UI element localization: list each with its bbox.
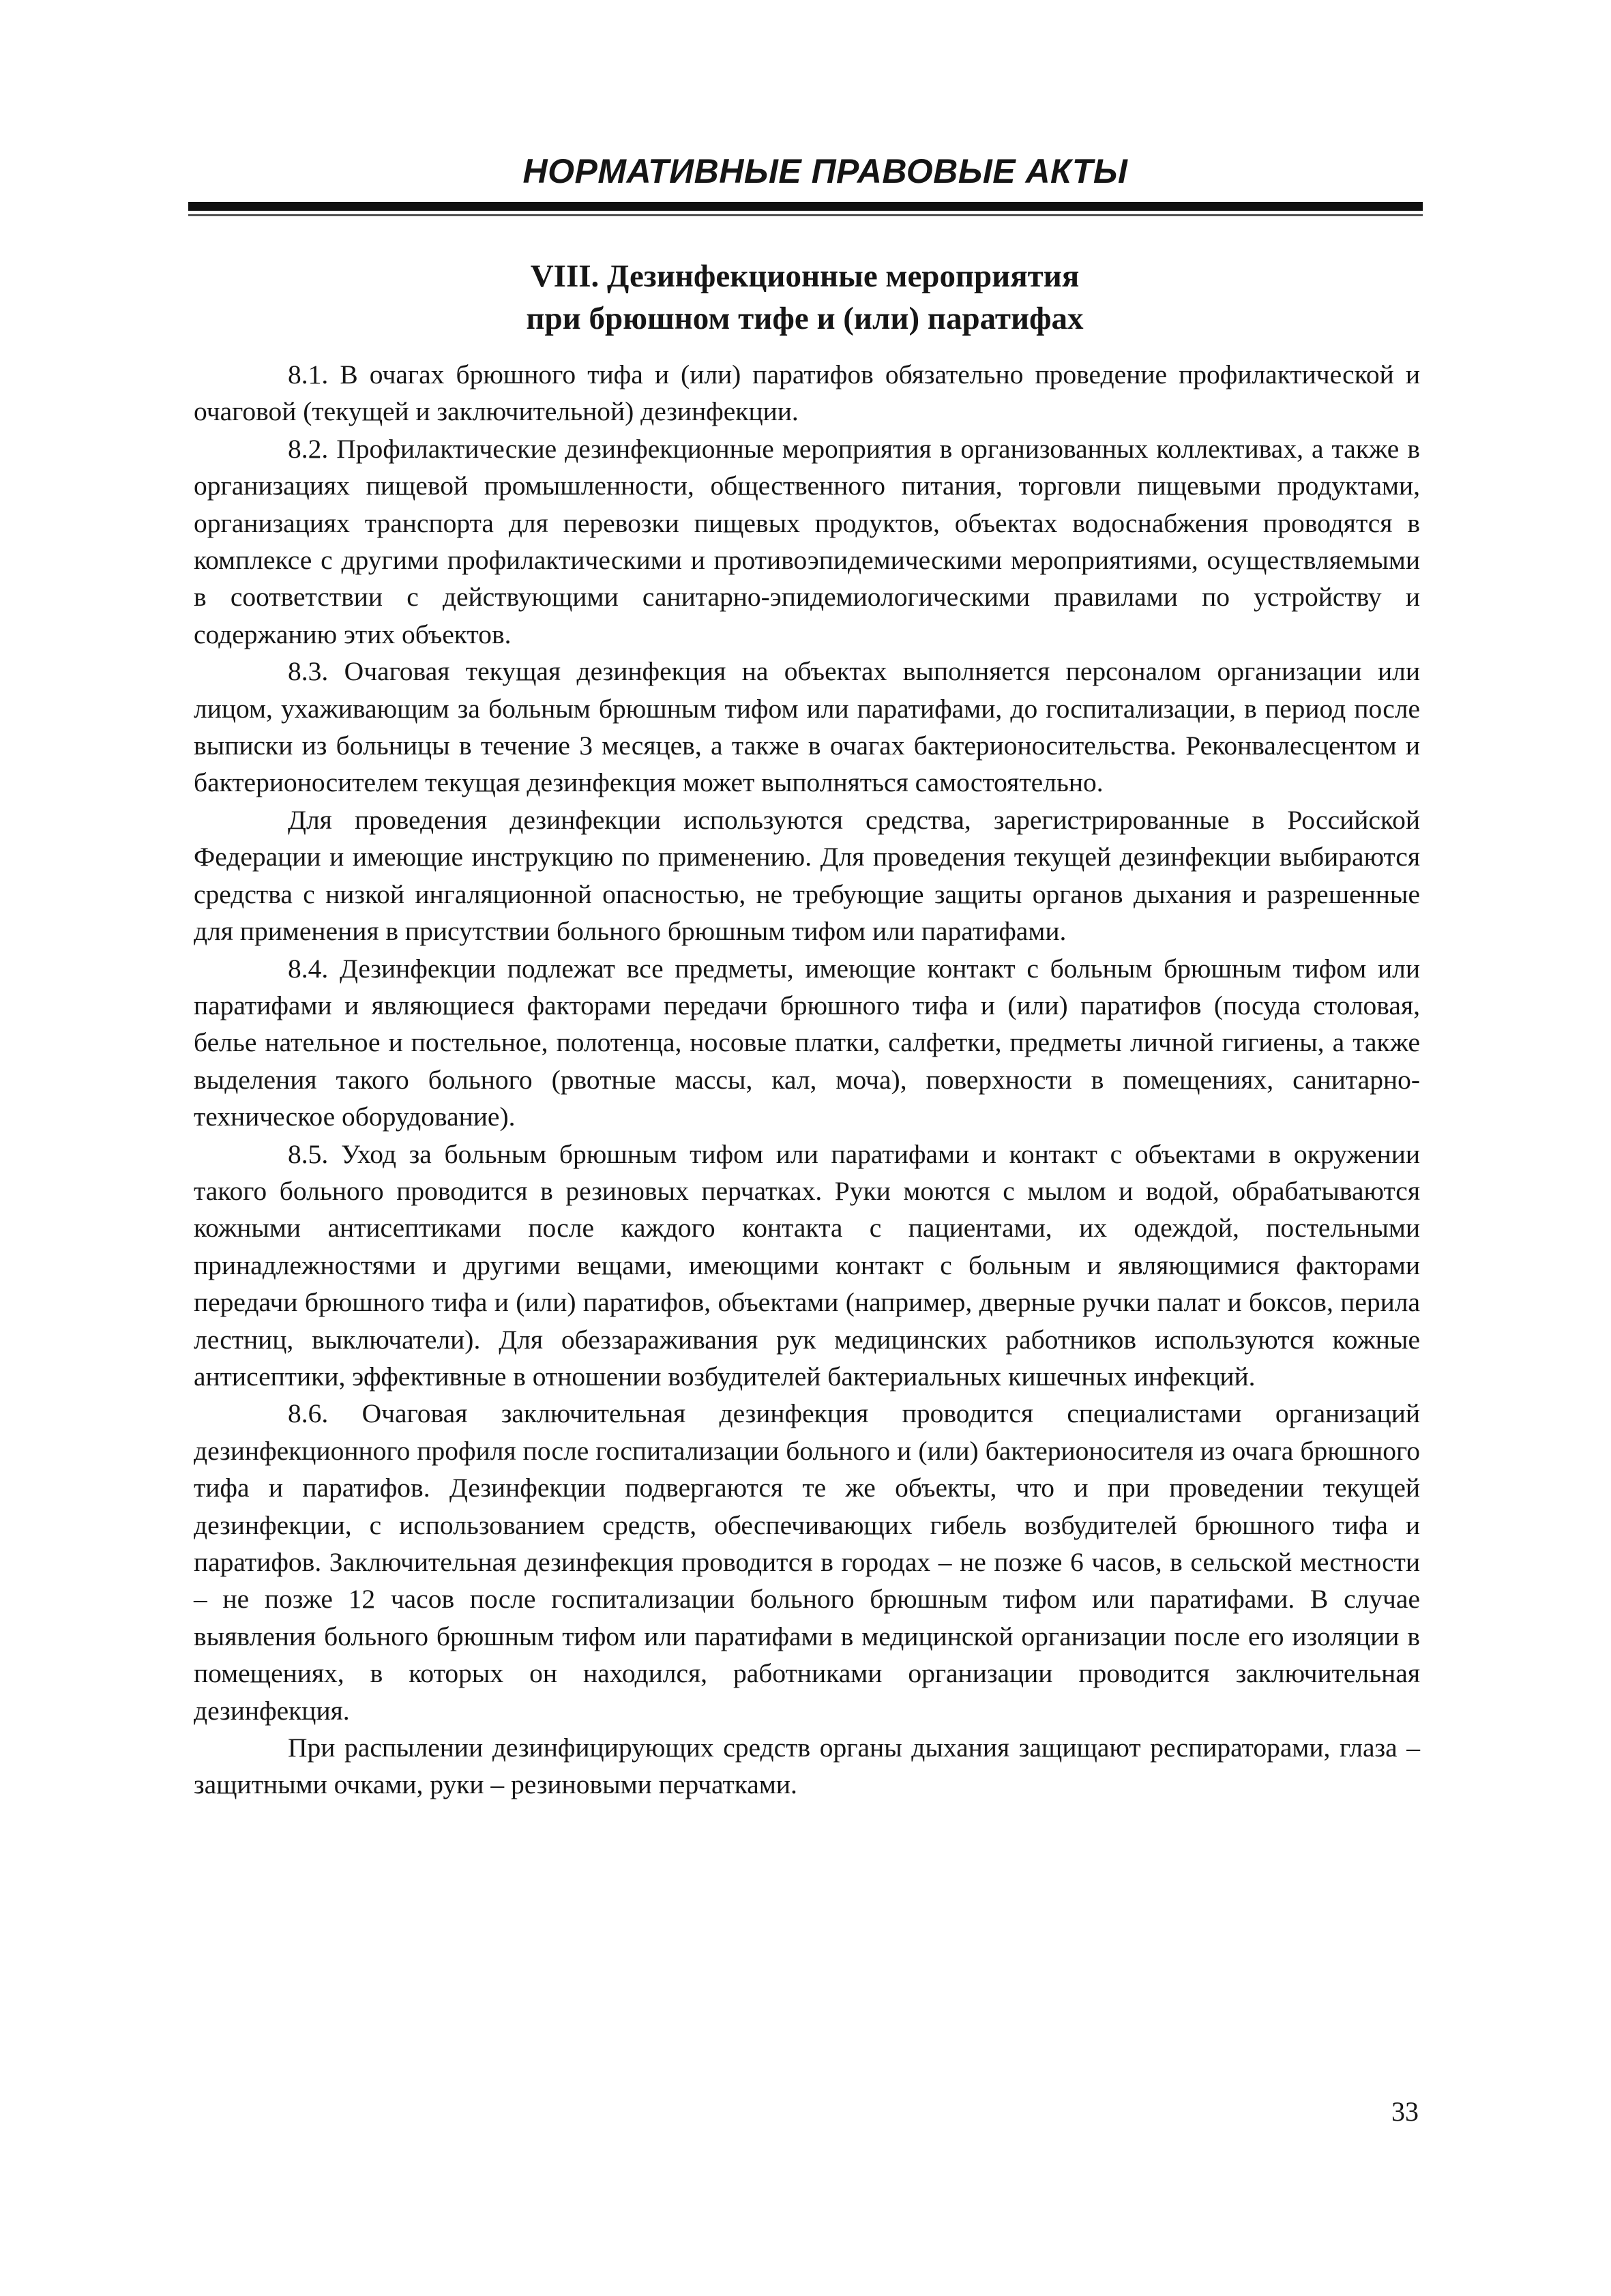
paragraph-8-6: 8.6. Очаговая заключительная дезинфекция проводится специалистами организаций дезинфекционного профиля после госпитализации больного и (или) бактерионосителя из очага брюшного тифа и паратифов. Дезинфекции подвергаются те же объекты, что и при проведении текущей дезинфекции, с использованием средств, обеспечивающих гибель возбудителей брюшного тифа и паратифов. Заключительная дезинфекция проводится в городах – не позже 6 часов, в сельской местности – не позже 12 часов после госпитализации больного брюшным тифом или паратифами. В случае выявления больного брюшным тифом или паратифами в медицинской организации после его изоляции в помещениях, в которых он находился, работниками организации проводится заключительная дезинфекция. xyxy=(194,1398,1420,1726)
paragraph-disinfection-means: Для проведения дезинфекции используются средства, зарегистрированные в Российской Федерации и имеющие инструкцию по применению. Для проведения текущей дезинфекции выбираются средства с низкой ингаляционной опасностью, не требующие защиты органов дыхания и разрешенные для применения в присутствии больного брюшным тифом или паратифами. xyxy=(194,804,1420,947)
paragraph-8-4: 8.4. Дезинфекции подлежат все предметы, имеющие контакт с больным брюшным тифом или паратифами и являющиеся факторами передачи брюшного тифа и (или) паратифов (посуда столовая, белье нательное и постельное, полотенца, носовые платки, салфетки, предметы личной гигиены, а также выделения такого больного (рвотные массы, кал, моча), поверхности в помещениях, санитарно-техническое оборудование). xyxy=(194,953,1420,1132)
paragraph-8-1: 8.1. В очагах брюшного тифа и (или) паратифов обязательно проведение профилактической и очаговой (текущей и заключительной) дезинфекции. xyxy=(194,359,1420,427)
paragraph-8-5: 8.5. Уход за больным брюшным тифом или паратифами и контакт с объектами в окружении такого больного проводится в резиновых перчатках. Руки моются с мылом и водой, обрабатываются кожными антисептиками после каждого контакта с пациентами, их одеждой, постельными принадлежностями и другими вещами, имеющими контакт с больным и являющимися факторами передачи брюшного тифа и (или) паратифов, объектами (например, дверные ручки палат и боксов, перила лестниц, выключатели). Для обеззараживания рук медицинских работников используются кожные антисептики, эффективные в отношении возбудителей бактериальных кишечных инфекций. xyxy=(194,1138,1420,1392)
running-header: НОРМАТИВНЫЕ ПРАВОВЫЕ АКТЫ xyxy=(522,152,1128,190)
section-title xyxy=(314,255,1296,340)
paragraph-8-3: 8.3. Очаговая текущая дезинфекция на объектах выполняется персоналом организации или лицом, ухаживающим за больным брюшным тифом или паратифами, до госпитализации, в период после выписки из больницы в течение 3 месяцев, а также в очагах бактерионосительства. Реконвалесцентом и бактерионосителем текущая дезинфекция может выполняться самостоятельно. xyxy=(194,656,1420,798)
section-title-line-2: при брюшном тифе и (или) паратифах xyxy=(526,301,1084,336)
section-title-line-1: VIII. Дезинфекционные мероприятия xyxy=(530,259,1080,294)
header-rule-thin xyxy=(188,214,1423,216)
paragraph-spraying-protection: При распылении дезинфицирующих средств органы дыхания защищают респираторами, глаза – защитными очками, руки – резиновыми перчатками. xyxy=(194,1733,1420,1800)
header-rule xyxy=(188,202,1423,211)
paragraph-8-2: 8.2. Профилактические дезинфекционные мероприятия в организованных коллективах, а также в организациях пищевой промышленности, общественного питания, торговли пищевыми продуктами, организациях транспорта для перевозки пищевых продуктов, объектах водоснабжения проводятся в комплексе с другими профилактическими и противоэпидемическими мероприятиями, осуществляемыми в соответствии с действующими санитарно-эпидемиологическими правилами по устройству и содержанию этих объектов. xyxy=(194,433,1420,649)
page-number: 33 xyxy=(1391,2096,1419,2127)
body-text xyxy=(194,356,1420,1804)
